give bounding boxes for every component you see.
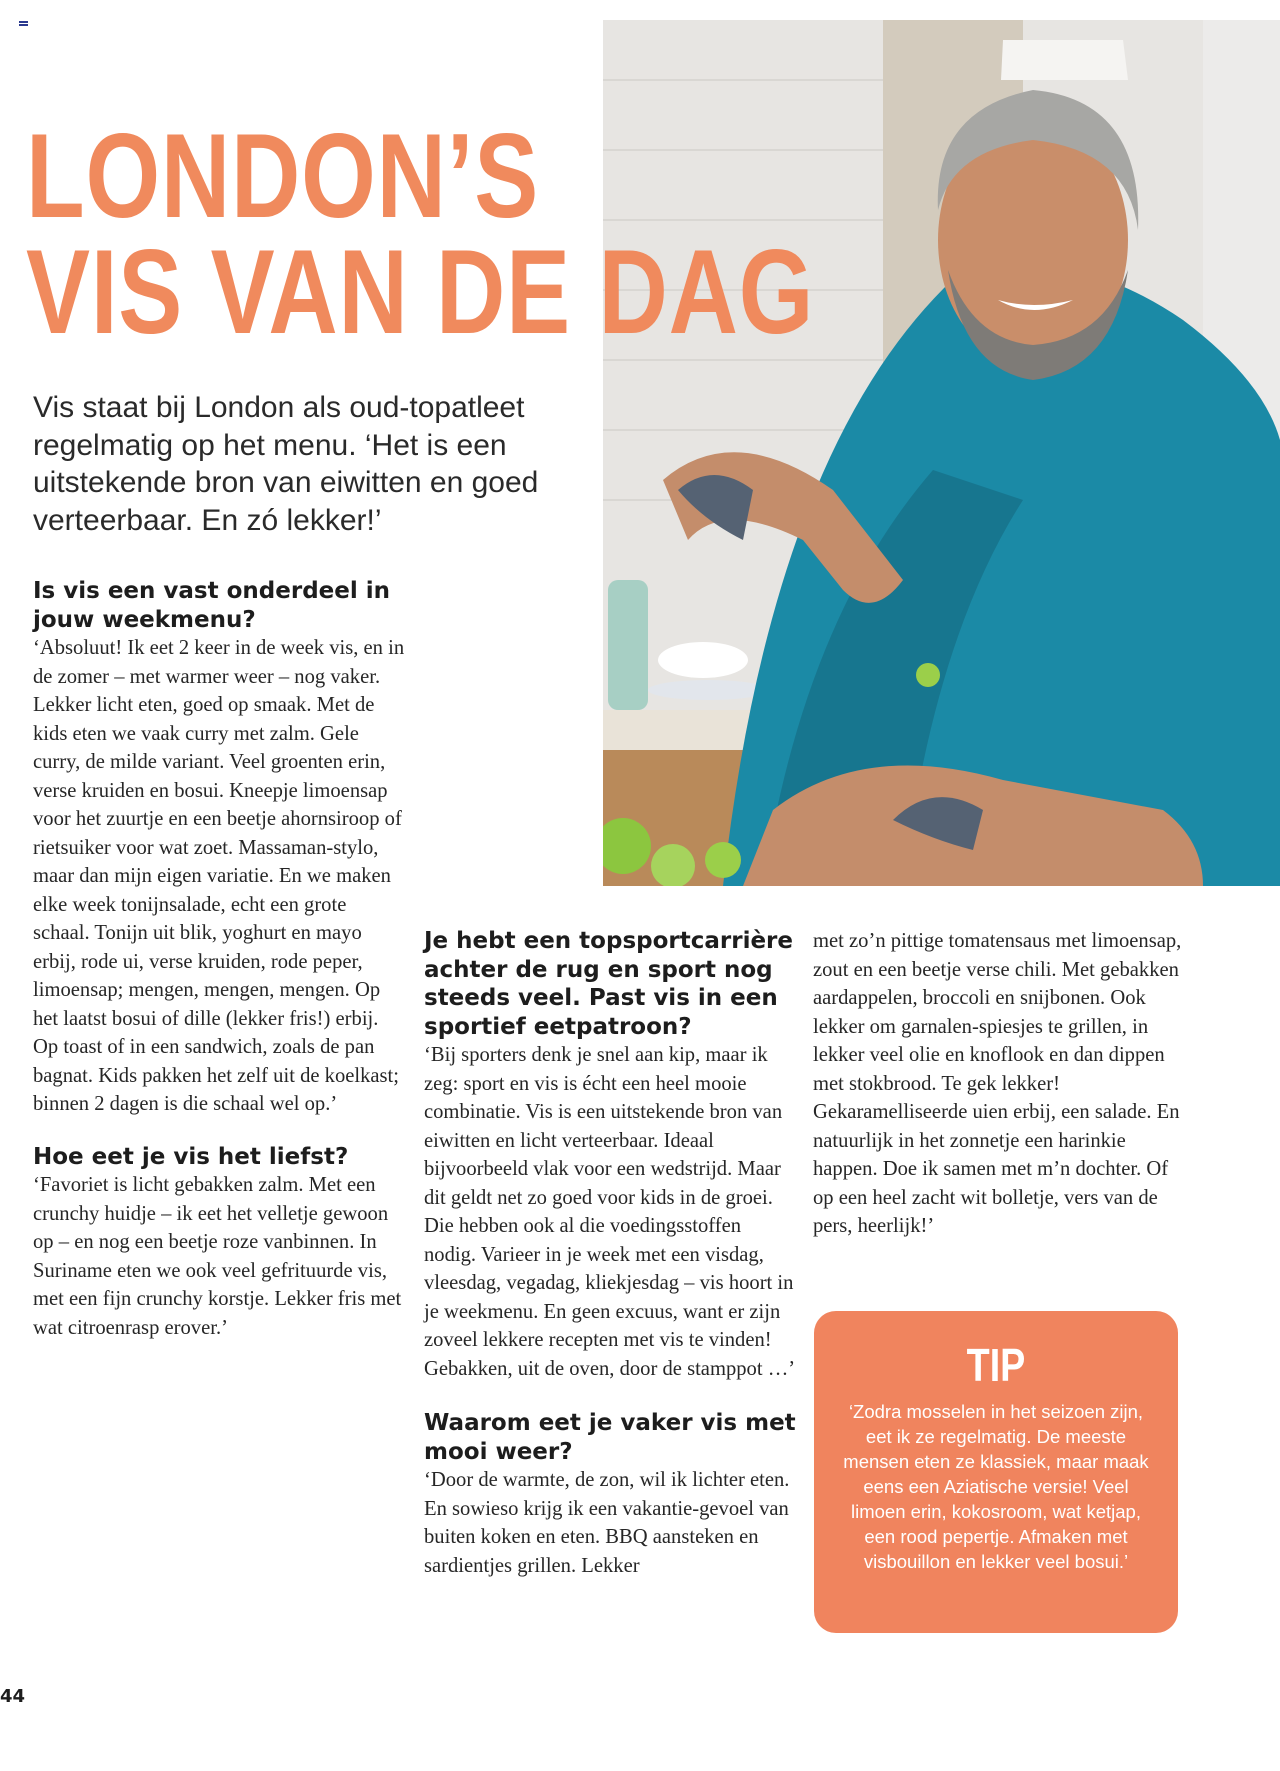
menu-icon-line bbox=[19, 24, 28, 26]
answer-text: ‘Bij sporters denk je snel aan kip, maar ik zeg: sport en vis is écht een heel mooie combinatie. Vis is een uitstekende bron van eiwitten en licht verteerbaar. Ideaal bijvoorbeeld vlak voor een wedstrijd. Maar dit geldt net zo goed voor kids in de groei. Die hebben ook al die voedingsstoffen nodig. Varieer in je week met een visdag, vleesdag, vegadag, kliekjesdag – vis hoort in je weekmenu. En geen excuus, want er zijn zoveel lekkere recepten met vis te vinden! Gebakken, uit de oven, door de stamppot …’ bbox=[424, 1044, 796, 1380]
column-left bbox=[33, 577, 405, 1342]
tip-title: TIP bbox=[966, 1339, 1026, 1391]
tip-box bbox=[814, 1311, 1178, 1633]
question-heading: Waarom eet je vaker vis met mooi weer? bbox=[424, 1410, 796, 1465]
question-heading: Is vis een vast onderdeel in jouw weekmenu? bbox=[33, 578, 391, 633]
column-right bbox=[813, 927, 1193, 1241]
question-heading: Je hebt een topsportcarrière achter de rug en sport nog steeds veel. Past vis in een sportief eetpatroon? bbox=[424, 928, 793, 1040]
tip-text: ‘Zodra mosselen in het seizoen zijn, eet ik ze regelmatig. De meeste mensen eten ze klassiek, maar maak eens een Aziatische versie! Veel limoen erin, kokosroom, wat ketjap, een rood pepertje. Afmaken met visbouillon en lekker veel bosui.’ bbox=[843, 1401, 1149, 1572]
answer-text: ‘Door de warmte, de zon, wil ik lichter eten. En sowieso krijg ik een vakantie-gevoel van buiten koken en eten. BBQ aansteken en sardientjes grillen. Lekker bbox=[424, 1469, 790, 1577]
title-line-2: VIS VAN DE DAG bbox=[26, 225, 815, 359]
answer-text: ‘Favoriet is licht gebakken zalm. Met een crunchy huidje – ik eet het velletje gewoon op – en nog een beetje roze vanbinnen. In Suriname eten we ook veel gefrituurde vis, met een fijn crunchy korstje. Lekker fris met wat citroenrasp erover.’ bbox=[33, 1174, 402, 1339]
answer-text: ‘Absoluut! Ik eet 2 keer in de week vis, en in de zomer – met warmer weer – nog vaker. Lekker licht eten, goed op smaak. Met de kids eten we vaak curry met zalm. Gele curry, de milde variant. Veel groenten erin, verse kruiden en bosui. Kneepje limoensap voor het zuurtje en een beetje ahornsiroop of rietsuiker voor wat zoet. Massaman-stylo, maar dan mijn eigen variatie. En we maken elke week tonijnsalade, echt een grote schaal. Tonijn uit blik, yoghurt en mayo erbij, rode ui, verse kruiden, rode peper, limoensap; mengen, mengen, mengen. Op het laatst bosui of dille (lekker fris!) erbij. Op toast of in een sandwich, zoals de pan bagnat. Kids pakken het zelf uit de koelkast; binnen 2 dagen is die schaal wel op.’ bbox=[33, 637, 405, 1115]
menu-icon-line bbox=[19, 21, 28, 23]
intro-text: Vis staat bij London als oud-topatleet regelmatig op het menu. ‘Het is een uitstekende bron van eiwitten en goed verteerbaar. En zó lekker!’ bbox=[33, 391, 539, 537]
menu-icon[interactable] bbox=[19, 21, 28, 27]
page-number: 44 bbox=[0, 1686, 26, 1707]
question-heading: Hoe eet je vis het liefst? bbox=[33, 1143, 349, 1170]
column-middle bbox=[424, 927, 796, 1580]
title-line-1: LONDON’S bbox=[26, 109, 540, 243]
article-title bbox=[26, 109, 815, 359]
answer-text-continued: met zo’n pittige tomatensaus met limoensap, zout en een beetje verse chili. Met gebakken aardappelen, broccoli en snijbonen. Ook lekker om garnalen-spiesjes te grillen, in lekker veel olie en knoflook en dan dippen met stokbrood. Te gek lekker! Gekaramelliseerde uien erbij, een salade. En natuurlijk in het zonnetje een harinkie happen. Doe ik samen met m’n dochter. Of op een heel zacht wit bolletje, vers van de pers, heerlijk!’ bbox=[813, 930, 1182, 1237]
